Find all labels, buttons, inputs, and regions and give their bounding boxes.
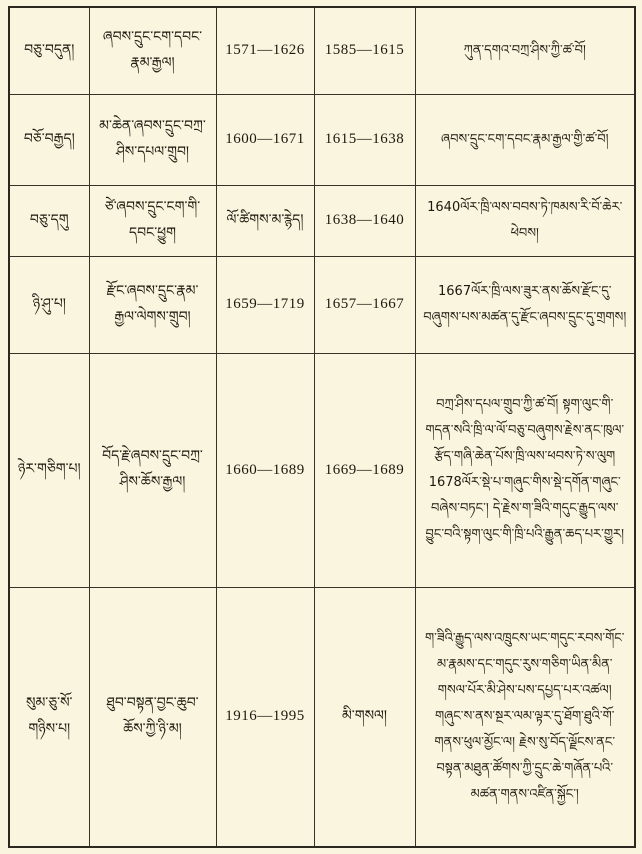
cell-lifespan: 1659—1719 [216,256,314,353]
cell-ordinal: ཉེར་གཅིག་པ། [9,353,89,587]
cell-tenure: 1585—1615 [314,7,415,94]
cell-lifespan: 1660—1689 [216,353,314,587]
cell-tenure: 1638—1640 [314,185,415,256]
table-row [9,185,635,256]
cell-name: ཞབས་དྲུང་ངག་དབང་རྣམ་རྒྱལ། [89,7,216,94]
cell-name: ཐུབ་བསྟན་བྱང་ཆུབ་ཆོས་ཀྱི་ཉི་མ། [89,587,216,847]
cell-tenure: 1669—1689 [314,353,415,587]
cell-notes: ཀུན་དགའ་བཀྲ་ཤིས་ཀྱི་ཚ་བོ། [415,7,635,94]
cell-notes: བཀྲ་ཤིས་དཔལ་གྲུབ་ཀྱི་ཚ་བོ། སྟག་ལུང་གི་གདན་སའི་ཁྲི་ལ་ལོ་བཅུ་བཞུགས་རྗེས་ནང་ཁུལ་རྩོད་གཞི་ཆེན་པོས་ཁྲི་ལས་ཕབས་ཏེ་ས་ལུག 1678ལོར་སྡེ་པ་གཞུང་གིས་སྡེ་དགོན་གཞུང་བཞེས་བཏང་། དེ་རྗེས་ག་ཟིའི་གདུང་རྒྱུད་ལས་བྱུང་བའི་སྟག་ལུང་གི་ཁྲི་པའི་རྒྱུན་ཆད་པར་གྱུར། [415,353,635,587]
cell-notes: ག་ཟིའི་རྒྱུད་ལས་འཁྲུངས་ཡང་གདུང་རབས་གོང་མ་རྣམས་དང་གདུང་རུས་གཅིག་ཡིན་མིན་གསལ་པོར་མི་ཤེས་པས་དཔྱད་པར་འཚལ། གཞུང་ས་ནས་སྔར་ལམ་ལྟར་དུ་ཐོག་ཐུའི་གོ་གནས་ཕུལ་མྱོང་ལ། རྗེས་སུ་བོད་ལྗོངས་ནང་བསྟན་མཐུན་ཚོགས་ཀྱི་དྲུང་ཆེ་གཞོན་པའི་མཚན་གནས་འཛིན་སྐྱོང་། [415,587,635,847]
table-row [9,94,635,185]
table-row [9,353,635,587]
cell-tenure: མི་གསལ། [314,587,415,847]
table-row [9,256,635,353]
cell-ordinal: བཅུ་བདུན། [9,7,89,94]
cell-ordinal: བཅོ་བརྒྱད། [9,94,89,185]
cell-name: རྫོང་ཞབས་དྲུང་རྣམ་རྒྱལ་ལེགས་གྲུབ། [89,256,216,353]
cell-lifespan: 1916—1995 [216,587,314,847]
cell-notes: 1667ལོར་ཁྲི་ལས་ཟུར་ནས་ཆོས་རྫོང་དུ་བཞུགས་པས་མཚན་དུ་རྫོང་ཞབས་དྲུང་དུ་གྲགས། [415,256,635,353]
cell-name: ཙེ་ཞབས་དྲུང་ངག་གི་དབང་ཕྱུག [89,185,216,256]
cell-name: མ་ཆེན་ཞབས་དྲུང་བཀྲ་ཤིས་དཔལ་གྲུབ། [89,94,216,185]
cell-tenure: 1657—1667 [314,256,415,353]
cell-lifespan: ལོ་ཚིགས་མ་རྙེད། [216,185,314,256]
lineage-holders-table [8,6,636,848]
table-row [9,587,635,847]
cell-tenure: 1615—1638 [314,94,415,185]
cell-lifespan: 1571—1626 [216,7,314,94]
cell-lifespan: 1600—1671 [216,94,314,185]
cell-notes: 1640ལོར་ཁྲི་ལས་བབས་ཏེ་ཁམས་རི་བོ་ཆེར་ཕེབས། [415,185,635,256]
cell-ordinal: ཉི་ཤུ་པ། [9,256,89,353]
table-row [9,7,635,94]
cell-notes: ཞབས་དྲུང་ངག་དབང་རྣམ་རྒྱལ་གྱི་ཚ་བོ། [415,94,635,185]
cell-ordinal: བཅུ་དགུ [9,185,89,256]
cell-name: བོད་རྗེ་ཞབས་དྲུང་བཀྲ་ཤིས་ཆོས་རྒྱལ། [89,353,216,587]
cell-ordinal: སུམ་ཅུ་སོ་གཉིས་པ། [9,587,89,847]
